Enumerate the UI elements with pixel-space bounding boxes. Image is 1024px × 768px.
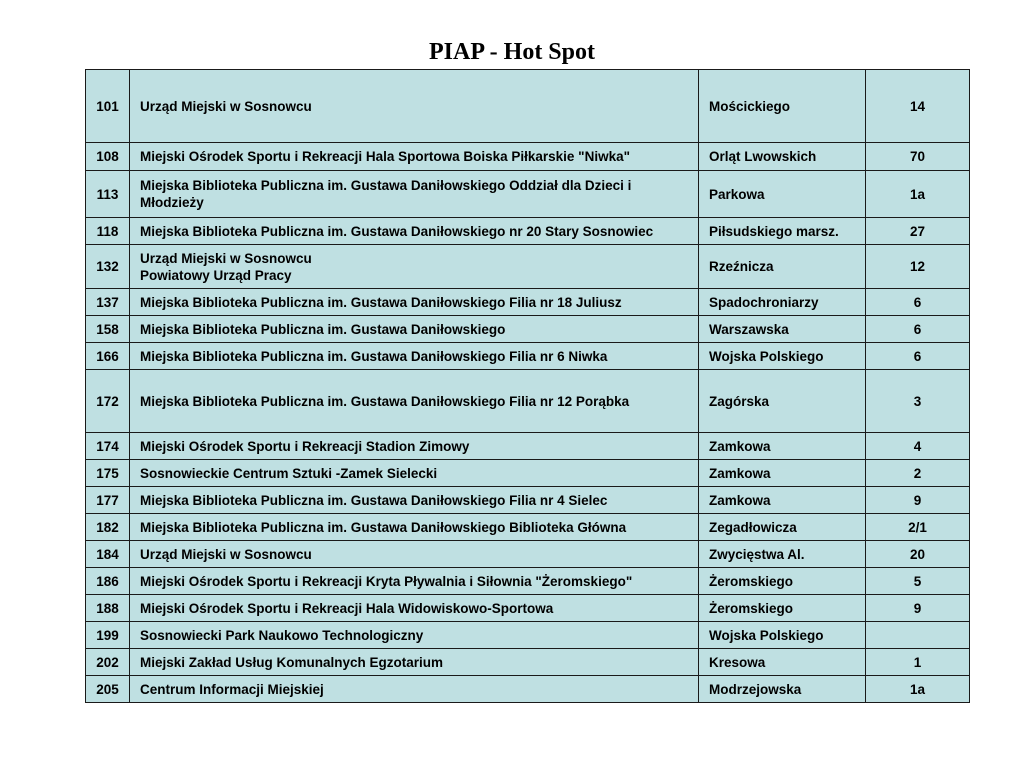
cell-name-line: Powiatowy Urząd Pracy	[140, 267, 292, 283]
cell-name	[130, 370, 699, 433]
cell-name-line: Miejska Biblioteka Publiczna im. Gustawa Daniłowskiego Filia nr 4 Sielec	[140, 492, 608, 508]
cell-name-line: Miejska Biblioteka Publiczna im. Gustawa Daniłowskiego Filia nr 12 Porąbka	[140, 393, 630, 409]
cell-number: 20	[866, 541, 970, 568]
cell-name	[130, 676, 699, 703]
cell-id: 118	[86, 218, 130, 245]
table-row	[86, 245, 970, 289]
cell-id: 186	[86, 568, 130, 595]
table-row	[86, 595, 970, 622]
table-row	[86, 171, 970, 218]
table-row	[86, 514, 970, 541]
cell-id: 158	[86, 316, 130, 343]
cell-id: 172	[86, 370, 130, 433]
cell-name	[130, 649, 699, 676]
cell-name-line: Miejska Biblioteka Publiczna im. Gustawa Daniłowskiego Biblioteka Główna	[140, 519, 627, 535]
cell-name-line: Urząd Miejski w Sosnowcu	[140, 250, 312, 266]
cell-name-line: Centrum Informacji Miejskiej	[140, 681, 324, 697]
cell-number: 1	[866, 649, 970, 676]
cell-street: Zagórska	[699, 370, 866, 433]
cell-name	[130, 245, 699, 289]
cell-street: Rzeźnicza	[699, 245, 866, 289]
cell-name-line: Urząd Miejski w Sosnowcu	[140, 98, 312, 114]
cell-name-line: Miejski Zakład Usług Komunalnych Egzotarium	[140, 654, 444, 670]
cell-name-line: Miejski Ośrodek Sportu i Rekreacji Hala Widowiskowo-Sportowa	[140, 600, 554, 616]
cell-street: Wojska Polskiego	[699, 343, 866, 370]
cell-name	[130, 595, 699, 622]
table-row	[86, 541, 970, 568]
cell-street: Modrzejowska	[699, 676, 866, 703]
cell-id: 199	[86, 622, 130, 649]
cell-street: Zamkowa	[699, 433, 866, 460]
cell-street: Wojska Polskiego	[699, 622, 866, 649]
table-row	[86, 343, 970, 370]
cell-name	[130, 487, 699, 514]
cell-name-line: Miejska Biblioteka Publiczna im. Gustawa Daniłowskiego Filia nr 6 Niwka	[140, 348, 608, 364]
cell-name	[130, 622, 699, 649]
cell-name	[130, 70, 699, 143]
cell-street: Żeromskiego	[699, 568, 866, 595]
table-row	[86, 70, 970, 143]
cell-name-line: Miejski Ośrodek Sportu i Rekreacji Hala Sportowa Boiska Piłkarskie "Niwka"	[140, 149, 630, 164]
cell-id: 108	[86, 143, 130, 171]
cell-street: Zamkowa	[699, 487, 866, 514]
table-row	[86, 370, 970, 433]
cell-name-line: Miejski Ośrodek Sportu i Rekreacji Stadion Zimowy	[140, 438, 470, 454]
hotspot-table-body	[86, 70, 970, 703]
cell-name	[130, 541, 699, 568]
cell-name	[130, 143, 699, 171]
cell-name	[130, 433, 699, 460]
cell-number: 27	[866, 218, 970, 245]
cell-number: 1a	[866, 676, 970, 703]
cell-number: 6	[866, 316, 970, 343]
cell-id: 202	[86, 649, 130, 676]
cell-id: 184	[86, 541, 130, 568]
cell-street: Spadochroniarzy	[699, 289, 866, 316]
cell-name-line: Sosnowieckie Centrum Sztuki -Zamek Sielecki	[140, 465, 438, 481]
cell-number: 70	[866, 143, 970, 171]
cell-street: Zwycięstwa Al.	[699, 541, 866, 568]
cell-name	[130, 514, 699, 541]
cell-id: 188	[86, 595, 130, 622]
cell-name-line: Urząd Miejski w Sosnowcu	[140, 546, 312, 562]
cell-name	[130, 343, 699, 370]
cell-number: 4	[866, 433, 970, 460]
table-row	[86, 487, 970, 514]
cell-street: Mościckiego	[699, 70, 866, 143]
cell-id: 205	[86, 676, 130, 703]
cell-name-line: Miejski Ośrodek Sportu i Rekreacji Kryta Pływalnia i Siłownia "Żeromskiego"	[140, 573, 633, 589]
cell-street: Kresowa	[699, 649, 866, 676]
cell-number: 1a	[866, 171, 970, 218]
cell-number: 9	[866, 487, 970, 514]
cell-name-line: Miejska Biblioteka Publiczna im. Gustawa Daniłowskiego Oddział dla Dzieci i	[140, 178, 632, 193]
cell-name-line: Miejska Biblioteka Publiczna im. Gustawa Daniłowskiego	[140, 321, 506, 337]
cell-street: Warszawska	[699, 316, 866, 343]
cell-id: 113	[86, 171, 130, 218]
cell-number	[866, 622, 970, 649]
cell-name	[130, 171, 699, 218]
table-row	[86, 460, 970, 487]
table-row	[86, 143, 970, 171]
hotspot-table	[85, 69, 970, 703]
cell-name-line: Sosnowiecki Park Naukowo Technologiczny	[140, 627, 424, 643]
table-row	[86, 568, 970, 595]
table-row	[86, 433, 970, 460]
table-row	[86, 649, 970, 676]
cell-number: 12	[866, 245, 970, 289]
cell-id: 182	[86, 514, 130, 541]
cell-number: 6	[866, 343, 970, 370]
cell-number: 3	[866, 370, 970, 433]
cell-id: 137	[86, 289, 130, 316]
cell-number: 6	[866, 289, 970, 316]
cell-number: 14	[866, 70, 970, 143]
table-row	[86, 289, 970, 316]
cell-id: 175	[86, 460, 130, 487]
table-row	[86, 218, 970, 245]
cell-number: 9	[866, 595, 970, 622]
cell-name	[130, 568, 699, 595]
cell-id: 132	[86, 245, 130, 289]
cell-street: Zegadłowicza	[699, 514, 866, 541]
cell-name-line: Miejska Biblioteka Publiczna im. Gustawa Daniłowskiego nr 20 Stary Sosnowiec	[140, 223, 654, 239]
cell-id: 177	[86, 487, 130, 514]
cell-street: Zamkowa	[699, 460, 866, 487]
table-row	[86, 676, 970, 703]
cell-id: 166	[86, 343, 130, 370]
cell-name-line: Młodzieży	[140, 195, 204, 210]
cell-name	[130, 316, 699, 343]
cell-id: 174	[86, 433, 130, 460]
cell-id: 101	[86, 70, 130, 143]
cell-number: 2	[866, 460, 970, 487]
cell-number: 5	[866, 568, 970, 595]
cell-street: Parkowa	[699, 171, 866, 218]
cell-street: Żeromskiego	[699, 595, 866, 622]
table-row	[86, 316, 970, 343]
table-row	[86, 622, 970, 649]
cell-name-line: Miejska Biblioteka Publiczna im. Gustawa Daniłowskiego Filia nr 18 Juliusz	[140, 294, 622, 310]
cell-name	[130, 289, 699, 316]
cell-number: 2/1	[866, 514, 970, 541]
page-title: PIAP - Hot Spot	[428, 39, 595, 65]
cell-street: Orląt Lwowskich	[699, 143, 866, 171]
cell-name	[130, 460, 699, 487]
cell-name	[130, 218, 699, 245]
cell-street: Piłsudskiego marsz.	[699, 218, 866, 245]
